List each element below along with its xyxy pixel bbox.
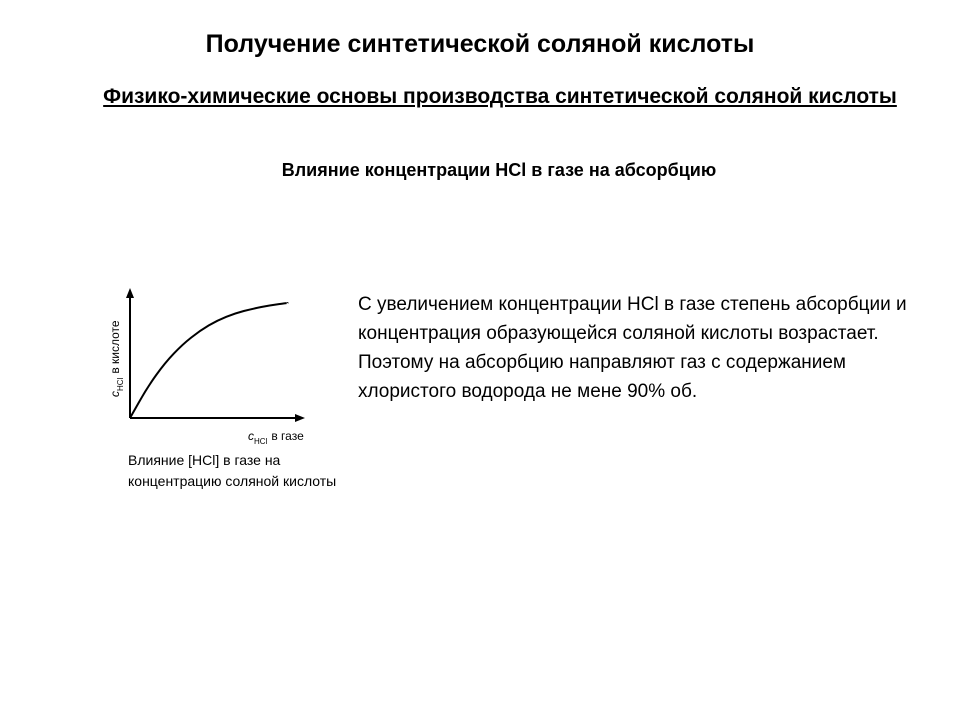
y-axis-label-suffix: в кислоте — [108, 320, 122, 374]
body-text — [358, 290, 928, 406]
section-title: Влияние концентрации HCl в газе на абсорбцию — [281, 160, 717, 180]
y-axis — [126, 288, 134, 418]
body-paragraph-1: С увеличением концентрации HCl в газе степень абсорбции и концентрация образующейся соляной кислоты возрастает. — [358, 294, 907, 344]
absorption-chart — [100, 285, 330, 445]
x-axis-arrow — [295, 414, 305, 422]
body-paragraph-2: Поэтому на абсорбцию направляют газ с содержанием хлористого водорода не мене 90% об. — [358, 352, 846, 402]
y-axis-arrow — [126, 288, 134, 298]
y-axis-label — [108, 320, 125, 397]
series-line — [130, 303, 288, 418]
x-axis-label-subscript: HCl — [254, 437, 268, 445]
x-axis-label-suffix: в газе — [271, 429, 304, 443]
slide-subtitle: Физико-химические основы производства синтетической соляной кислоты — [103, 85, 897, 108]
y-axis-label-symbol: c — [108, 391, 122, 397]
x-axis-label-symbol: c — [248, 429, 254, 443]
x-axis — [130, 414, 305, 422]
x-axis-label — [248, 429, 304, 445]
chart-caption: Влияние [HCl] в газе на концентрацию соляной кислоты — [128, 452, 337, 489]
y-axis-label-subscript: HCl — [116, 377, 125, 391]
slide-title: Получение синтетической соляной кислоты — [205, 30, 755, 58]
